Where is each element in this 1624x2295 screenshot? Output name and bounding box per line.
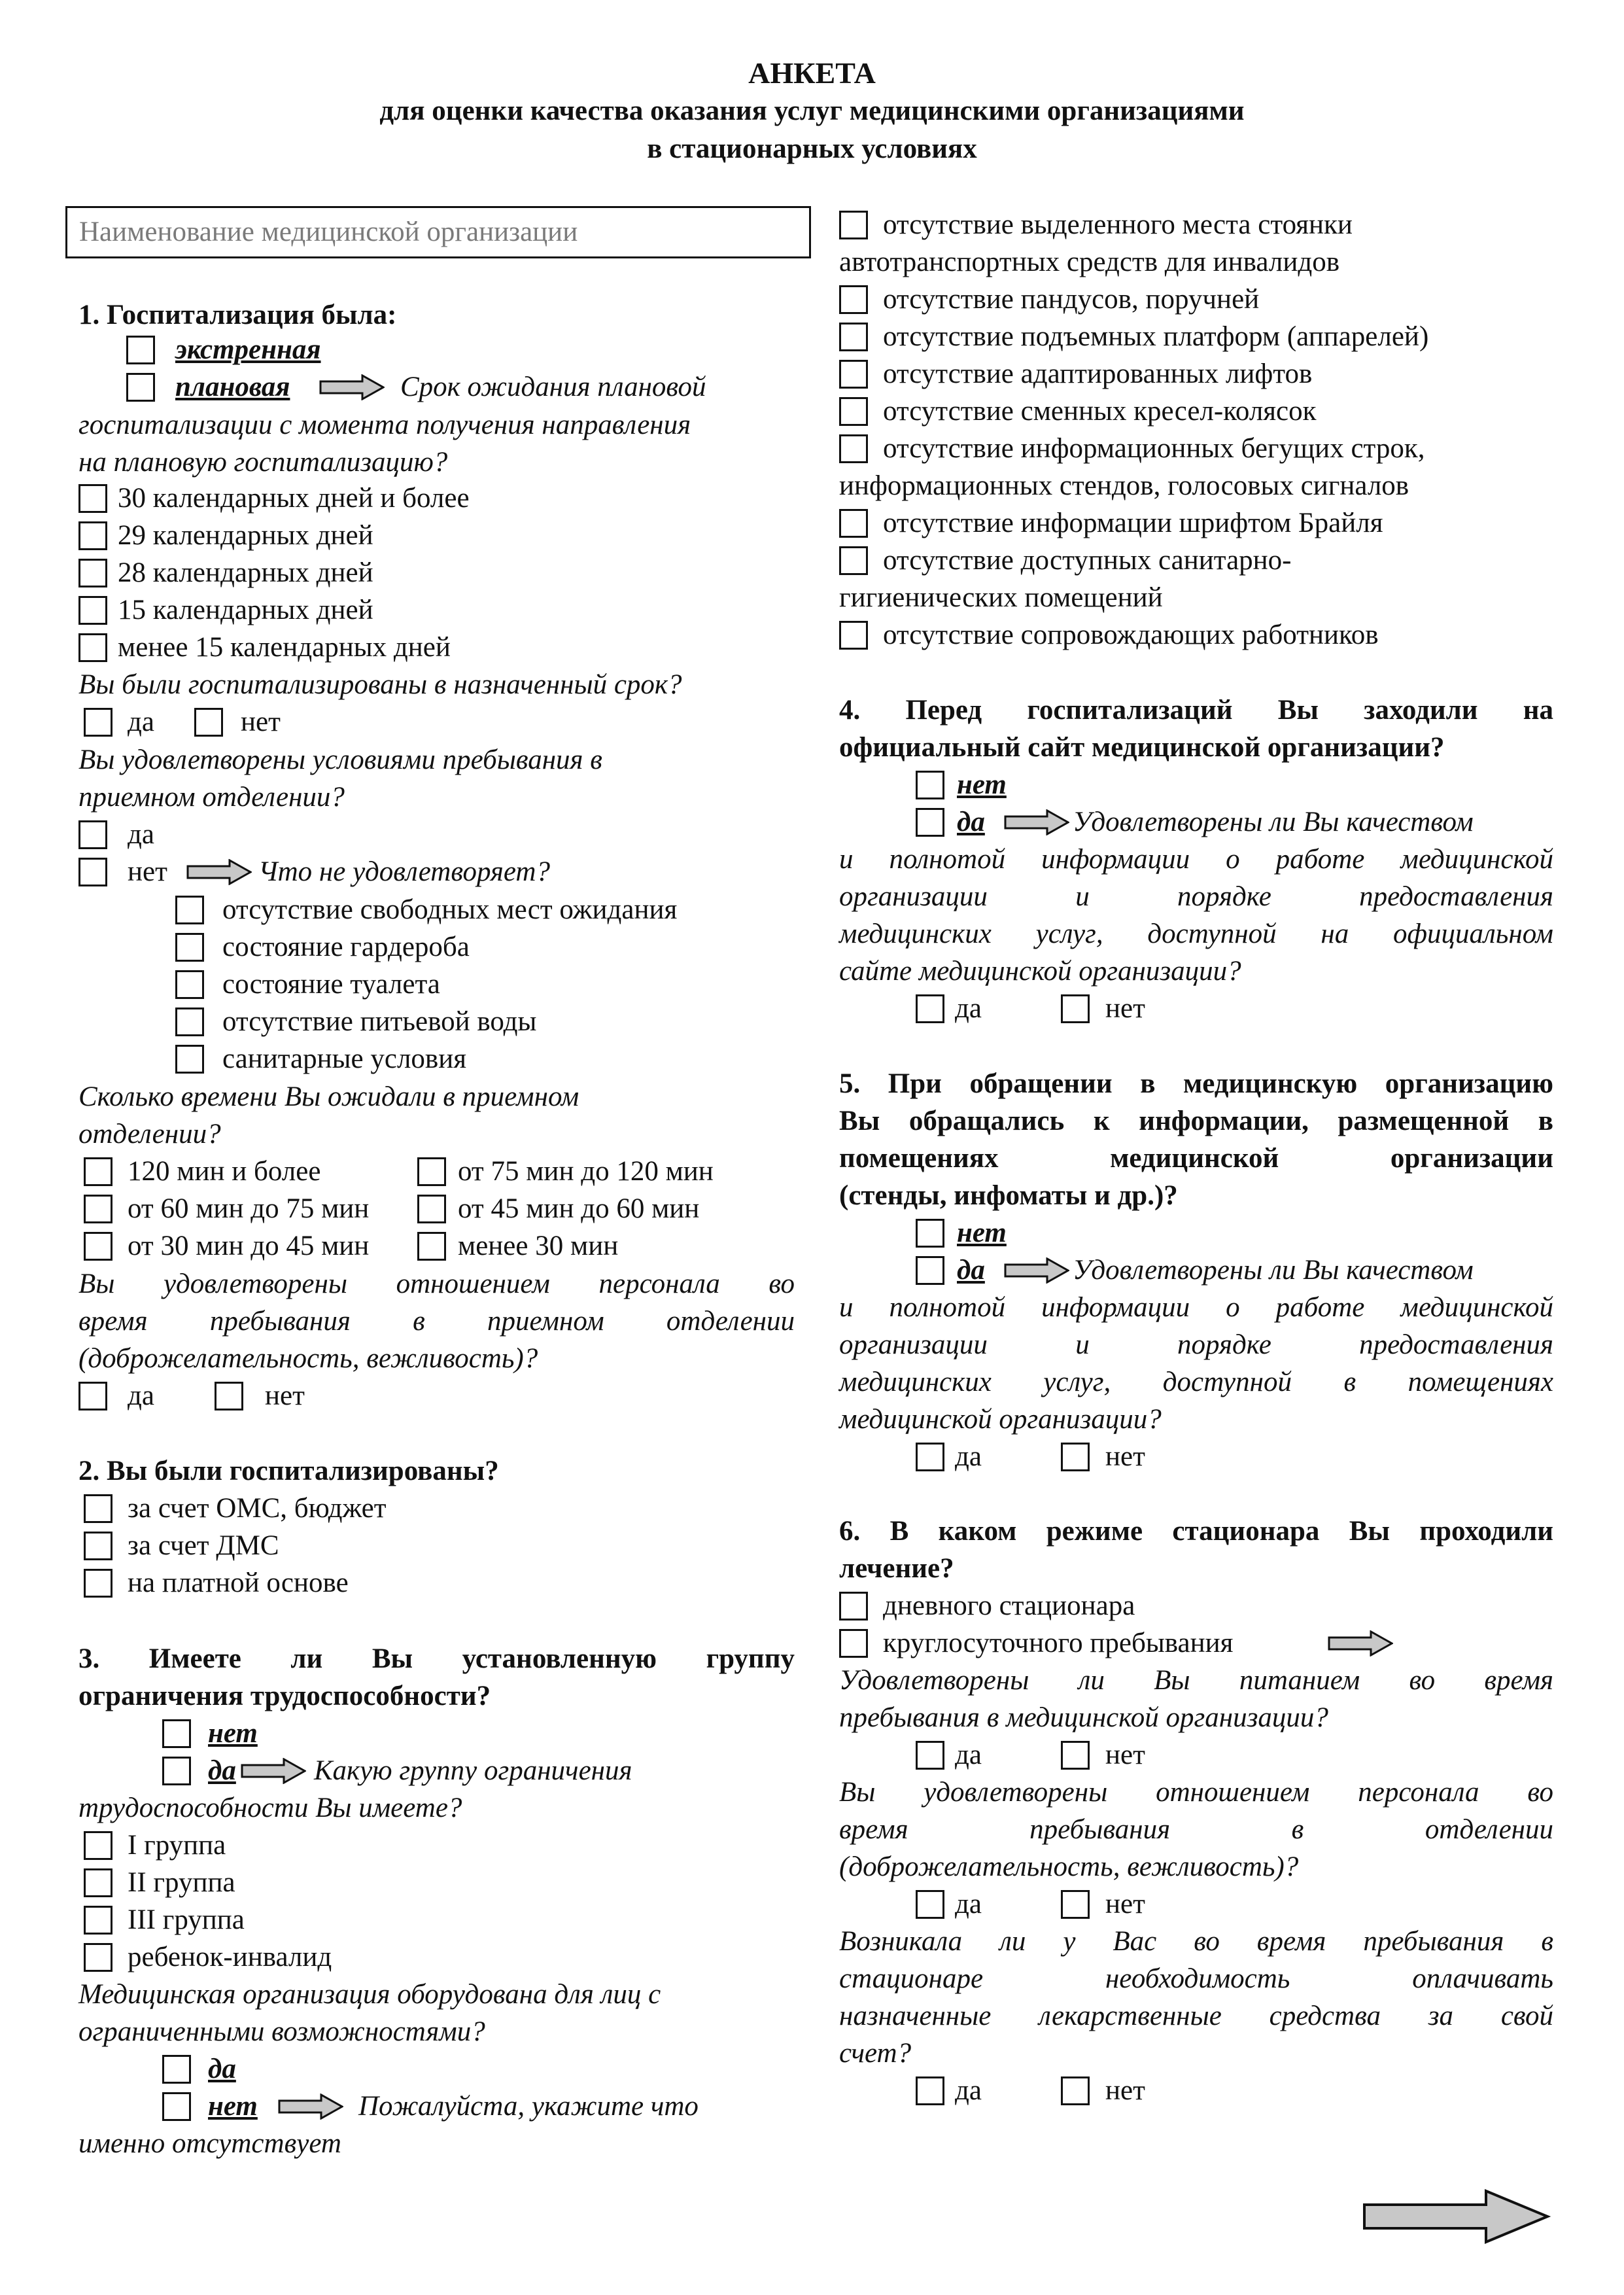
group-option: II группа bbox=[128, 1867, 235, 1898]
funding-option: на платной основе bbox=[128, 1568, 349, 1598]
checkbox-no-ramps[interactable] bbox=[839, 285, 868, 314]
missing-option: отсутствие пандусов, поручней bbox=[883, 284, 1260, 315]
checkbox-wait-30-45[interactable] bbox=[84, 1232, 112, 1261]
yes-label: да bbox=[128, 707, 154, 737]
q5-sub-question: Удовлетворены ли Вы качеством bbox=[1073, 1255, 1474, 1286]
checkbox-round-clock[interactable] bbox=[839, 1629, 868, 1658]
checkbox-q4-yes[interactable] bbox=[916, 808, 944, 837]
q3-yes-label: да bbox=[208, 1755, 236, 1786]
checkbox-toilet[interactable] bbox=[175, 970, 204, 999]
q4-sub-question-2: и полнотой информации о работе медицинской bbox=[839, 844, 1553, 875]
checkbox-group-2[interactable] bbox=[84, 1868, 112, 1897]
wait-option-label: 30 календарных дней и более bbox=[118, 483, 470, 514]
wait-time-option: от 45 мин до 60 мин bbox=[458, 1193, 700, 1224]
missing-option: отсутствие сопровождающих работников bbox=[883, 620, 1379, 650]
checkbox-q4-no[interactable] bbox=[916, 771, 944, 799]
checkbox-sanitary[interactable] bbox=[175, 1045, 204, 1074]
regime-option: дневного стационара bbox=[883, 1590, 1135, 1621]
wait-option-label: менее 15 календарных дней bbox=[118, 632, 451, 663]
checkbox-disabled-child[interactable] bbox=[84, 1943, 112, 1972]
checkbox-q5-ans-no[interactable] bbox=[1061, 1443, 1090, 1471]
checkbox-no-info-lines[interactable] bbox=[839, 434, 868, 463]
right-arrow-icon bbox=[186, 859, 252, 885]
checkbox-equipped-no[interactable] bbox=[162, 2092, 191, 2121]
group-option: I группа bbox=[128, 1830, 226, 1861]
checkbox-reception-no[interactable] bbox=[78, 858, 107, 886]
q1-title: 1. Госпитализация была: bbox=[78, 300, 397, 330]
on-time-question: Вы были госпитализированы в назначенный срок? bbox=[78, 669, 682, 700]
checkbox-food-yes[interactable] bbox=[916, 1741, 944, 1770]
group-question: Какую группу ограничения bbox=[314, 1755, 632, 1786]
checkbox-q4-ans-no[interactable] bbox=[1061, 994, 1090, 1023]
staff-question: Вы удовлетворены отношением персонала во bbox=[78, 1269, 795, 1299]
q5-sub-question-4: медицинских услуг, доступной в помещениях bbox=[839, 1367, 1553, 1397]
checkbox-no-platforms[interactable] bbox=[839, 323, 868, 351]
yes-label: да bbox=[955, 993, 982, 1024]
dissatisfied-option: состояние гардероба bbox=[222, 932, 470, 962]
group-option: ребенок-инвалид bbox=[128, 1942, 332, 1972]
q4-no-label: нет bbox=[957, 769, 1007, 800]
yes-label: да bbox=[128, 819, 154, 850]
checkbox-no-escort[interactable] bbox=[839, 621, 868, 650]
equipped-no-label: нет bbox=[208, 2091, 258, 2122]
missing-question-2: именно отсутствует bbox=[78, 2128, 341, 2159]
checkbox-wardrobe[interactable] bbox=[175, 933, 204, 962]
q4-yes-label: да bbox=[957, 807, 985, 837]
checkbox-on-time-yes[interactable] bbox=[84, 708, 112, 737]
checkbox-no-seats[interactable] bbox=[175, 896, 204, 924]
dissatisfied-option: отсутствие питьевой воды bbox=[222, 1006, 537, 1037]
q4-title-2: официальный сайт медицинской организации? bbox=[839, 732, 1445, 763]
food-question-2: пребывания в медицинской организации? bbox=[839, 1702, 1328, 1733]
equipped-question-2: ограниченными возможностями? bbox=[78, 2016, 485, 2047]
q5-sub-question-2: и полнотой информации о работе медицинской bbox=[839, 1292, 1553, 1323]
no-label: нет bbox=[1105, 1889, 1145, 1919]
wait-time-option: от 60 мин до 75 мин bbox=[128, 1193, 370, 1224]
equipped-yes-label: да bbox=[208, 2054, 236, 2084]
dissatisfied-option: отсутствие свободных мест ожидания bbox=[222, 894, 678, 925]
checkbox-ward-staff-no[interactable] bbox=[1061, 1890, 1090, 1919]
checkbox-on-time-no[interactable] bbox=[194, 708, 223, 737]
q6-title-2: лечение? bbox=[839, 1553, 954, 1584]
checkbox-pay-no[interactable] bbox=[1061, 2076, 1090, 2105]
checkbox-wait-28[interactable] bbox=[78, 559, 107, 587]
right-arrow-icon bbox=[1328, 1630, 1393, 1656]
checkbox-q3-yes[interactable] bbox=[162, 1757, 191, 1785]
ward-staff-question: Вы удовлетворены отношением персонала во bbox=[839, 1777, 1553, 1808]
checkbox-paid[interactable] bbox=[84, 1569, 112, 1598]
ward-staff-question-2: время пребывания в отделении bbox=[839, 1814, 1553, 1845]
no-label: нет bbox=[241, 707, 281, 737]
q3-title: 3. Имеете ли Вы установленную группу bbox=[78, 1643, 795, 1674]
missing-option: отсутствие выделенного места стоянки bbox=[883, 209, 1353, 240]
checkbox-no-lifts[interactable] bbox=[839, 360, 868, 389]
checkbox-q5-no[interactable] bbox=[916, 1219, 944, 1248]
checkbox-q3-no[interactable] bbox=[162, 1719, 191, 1748]
checkbox-planned[interactable] bbox=[126, 373, 155, 402]
checkbox-food-no[interactable] bbox=[1061, 1741, 1090, 1770]
wait-time-option: 120 мин и более bbox=[128, 1156, 321, 1187]
q5-yes-label: да bbox=[957, 1255, 985, 1286]
wait-question: Срок ожидания плановой bbox=[400, 372, 706, 402]
wait-time-option: от 75 мин до 120 мин bbox=[458, 1156, 714, 1187]
checkbox-staff-yes[interactable] bbox=[78, 1382, 107, 1410]
checkbox-wait-45-60[interactable] bbox=[417, 1195, 446, 1223]
dissatisfied-option: состояние туалета bbox=[222, 969, 440, 1000]
missing-option: отсутствие адаптированных лифтов bbox=[883, 359, 1313, 389]
checkbox-wait-less-30[interactable] bbox=[417, 1232, 446, 1261]
wait-time-option: менее 30 мин bbox=[458, 1231, 619, 1261]
checkbox-wait-29[interactable] bbox=[78, 521, 107, 550]
q4-sub-question: Удовлетворены ли Вы качеством bbox=[1073, 807, 1474, 837]
wait-option-label: 29 календарных дней bbox=[118, 520, 373, 551]
form-subtitle-2: в стационарных условиях bbox=[647, 133, 977, 164]
checkbox-group-1[interactable] bbox=[84, 1831, 112, 1860]
form-subtitle: для оценки качества оказания услуг медицинскими организациями bbox=[379, 96, 1245, 126]
funding-option: за счет ДМС bbox=[128, 1530, 279, 1561]
checkbox-reception-yes[interactable] bbox=[78, 820, 107, 849]
no-label: нет bbox=[265, 1380, 305, 1411]
missing-question: Пожалуйста, укажите что bbox=[358, 2091, 699, 2122]
right-arrow-icon bbox=[1004, 809, 1069, 835]
checkbox-emergency[interactable] bbox=[126, 336, 155, 364]
food-question: Удовлетворены ли Вы питанием во время bbox=[839, 1665, 1553, 1696]
pay-question-4: счет? bbox=[839, 2038, 912, 2069]
missing-option-cont: информационных стендов, голосовых сигналов bbox=[839, 470, 1409, 501]
q5-title-4: (стенды, инфоматы и др.)? bbox=[839, 1180, 1178, 1211]
q5-title-3: помещениях медицинской организации bbox=[839, 1143, 1553, 1174]
checkbox-wait-less-15[interactable] bbox=[78, 633, 107, 662]
checkbox-q4-ans-yes[interactable] bbox=[916, 994, 944, 1023]
checkbox-group-3[interactable] bbox=[84, 1906, 112, 1935]
form-title: АНКЕТА bbox=[748, 56, 876, 90]
checkbox-q5-yes[interactable] bbox=[916, 1256, 944, 1285]
regime-option: круглосуточного пребывания bbox=[883, 1628, 1234, 1658]
group-question-2: трудоспособности Вы имеете? bbox=[78, 1793, 462, 1823]
q5-title: 5. При обращении в медицинскую организацию bbox=[839, 1068, 1553, 1099]
q4-sub-question-4: медицинских услуг, доступной на официальном bbox=[839, 919, 1553, 949]
checkbox-equipped-yes[interactable] bbox=[162, 2055, 191, 2084]
no-label: нет bbox=[1105, 993, 1145, 1024]
pay-question-3: назначенные лекарственные средства за свой bbox=[839, 2001, 1553, 2031]
org-name-field[interactable]: Наименование медицинской организации bbox=[65, 206, 811, 258]
missing-option: отсутствие сменных кресел-колясок bbox=[883, 396, 1317, 427]
q5-sub-question-3: организации и порядке предоставления bbox=[839, 1329, 1553, 1360]
funding-option: за счет ОМС, бюджет bbox=[128, 1493, 387, 1524]
wait-option-label: 28 календарных дней bbox=[118, 557, 373, 588]
group-option: III группа bbox=[128, 1904, 245, 1935]
option-emergency: экстренная bbox=[175, 334, 321, 365]
wait-question-2: госпитализации с момента получения направления bbox=[78, 410, 691, 440]
yes-label: да bbox=[955, 1740, 982, 1770]
checkbox-wait-75-120[interactable] bbox=[417, 1157, 446, 1186]
q5-no-label: нет bbox=[957, 1218, 1007, 1248]
missing-option: отсутствие информации шрифтом Брайля bbox=[883, 508, 1383, 538]
checkbox-staff-no[interactable] bbox=[215, 1382, 243, 1410]
equipped-question: Медицинская организация оборудована для лиц с bbox=[78, 1979, 661, 2010]
pay-question: Возникала ли у Вас во время пребывания в bbox=[839, 1926, 1553, 1957]
checkbox-day-hospital[interactable] bbox=[839, 1592, 868, 1621]
checkbox-no-sanitary[interactable] bbox=[839, 546, 868, 575]
wait-time-question: Сколько времени Вы ожидали в приемном bbox=[78, 1081, 579, 1112]
checkbox-q5-ans-yes[interactable] bbox=[916, 1443, 944, 1471]
yes-label: да bbox=[128, 1380, 154, 1411]
checkbox-no-braille[interactable] bbox=[839, 509, 868, 538]
missing-option-cont: гигиенических помещений bbox=[839, 582, 1163, 613]
no-label: нет bbox=[1105, 1441, 1145, 1472]
q6-title: 6. В каком режиме стационара Вы проходили bbox=[839, 1516, 1553, 1547]
wait-time-question-2: отделении? bbox=[78, 1119, 221, 1149]
dissatisfied-question: Что не удовлетворяет? bbox=[258, 856, 550, 887]
checkbox-wait-30[interactable] bbox=[78, 484, 107, 513]
pay-question-2: стационаре необходимость оплачивать bbox=[839, 1963, 1553, 1994]
no-label: нет bbox=[128, 856, 167, 887]
checkbox-wait-120[interactable] bbox=[84, 1157, 112, 1186]
q4-title: 4. Перед госпитализаций Вы заходили на bbox=[839, 695, 1553, 726]
no-label: нет bbox=[1105, 1740, 1145, 1770]
checkbox-oms[interactable] bbox=[84, 1494, 112, 1523]
missing-option-cont: автотранспортных средств для инвалидов bbox=[839, 247, 1340, 277]
missing-option: отсутствие информационных бегущих строк, bbox=[883, 433, 1425, 464]
no-label: нет bbox=[1105, 2075, 1145, 2106]
staff-question-3: (доброжелательность, вежливость)? bbox=[78, 1343, 538, 1374]
staff-question-2: время пребывания в приемном отделении bbox=[78, 1306, 795, 1337]
ward-staff-question-3: (доброжелательность, вежливость)? bbox=[839, 1851, 1299, 1882]
checkbox-wait-15[interactable] bbox=[78, 596, 107, 625]
q5-sub-question-5: медицинской организации? bbox=[839, 1404, 1162, 1435]
missing-option: отсутствие подъемных платформ (аппарелей) bbox=[883, 321, 1429, 352]
right-arrow-icon bbox=[1004, 1257, 1069, 1284]
right-arrow-icon bbox=[278, 2094, 343, 2120]
checkbox-dms[interactable] bbox=[84, 1532, 112, 1560]
wait-question-3: на плановую госпитализацию? bbox=[78, 447, 448, 478]
reception-question: Вы удовлетворены условиями пребывания в bbox=[78, 745, 602, 775]
dissatisfied-option: санитарные условия bbox=[222, 1043, 466, 1074]
wait-time-option: от 30 мин до 45 мин bbox=[128, 1231, 370, 1261]
checkbox-wait-60-75[interactable] bbox=[84, 1195, 112, 1223]
checkbox-no-wheelchairs[interactable] bbox=[839, 397, 868, 426]
q5-title-2: Вы обращались к информации, размещенной в bbox=[839, 1106, 1553, 1136]
next-page-arrow-icon[interactable] bbox=[1362, 2188, 1551, 2245]
wait-option-label: 15 календарных дней bbox=[118, 595, 373, 625]
q3-no-label: нет bbox=[208, 1718, 258, 1749]
yes-label: да bbox=[955, 1441, 982, 1472]
yes-label: да bbox=[955, 1889, 982, 1919]
checkbox-water[interactable] bbox=[175, 1007, 204, 1036]
right-arrow-icon bbox=[319, 374, 385, 400]
reception-question-2: приемном отделении? bbox=[78, 782, 345, 813]
option-planned: плановая bbox=[175, 372, 290, 402]
q3-title-2: ограничения трудоспособности? bbox=[78, 1681, 491, 1711]
checkbox-pay-yes[interactable] bbox=[916, 2076, 944, 2105]
checkbox-no-parking[interactable] bbox=[839, 211, 868, 239]
q4-sub-question-3: организации и порядке предоставления bbox=[839, 881, 1553, 912]
q2-title: 2. Вы были госпитализированы? bbox=[78, 1456, 499, 1486]
q4-sub-question-5: сайте медицинской организации? bbox=[839, 956, 1241, 987]
right-arrow-icon bbox=[241, 1758, 306, 1784]
missing-option: отсутствие доступных санитарно- bbox=[883, 545, 1292, 576]
yes-label: да bbox=[955, 2075, 982, 2106]
checkbox-ward-staff-yes[interactable] bbox=[916, 1890, 944, 1919]
